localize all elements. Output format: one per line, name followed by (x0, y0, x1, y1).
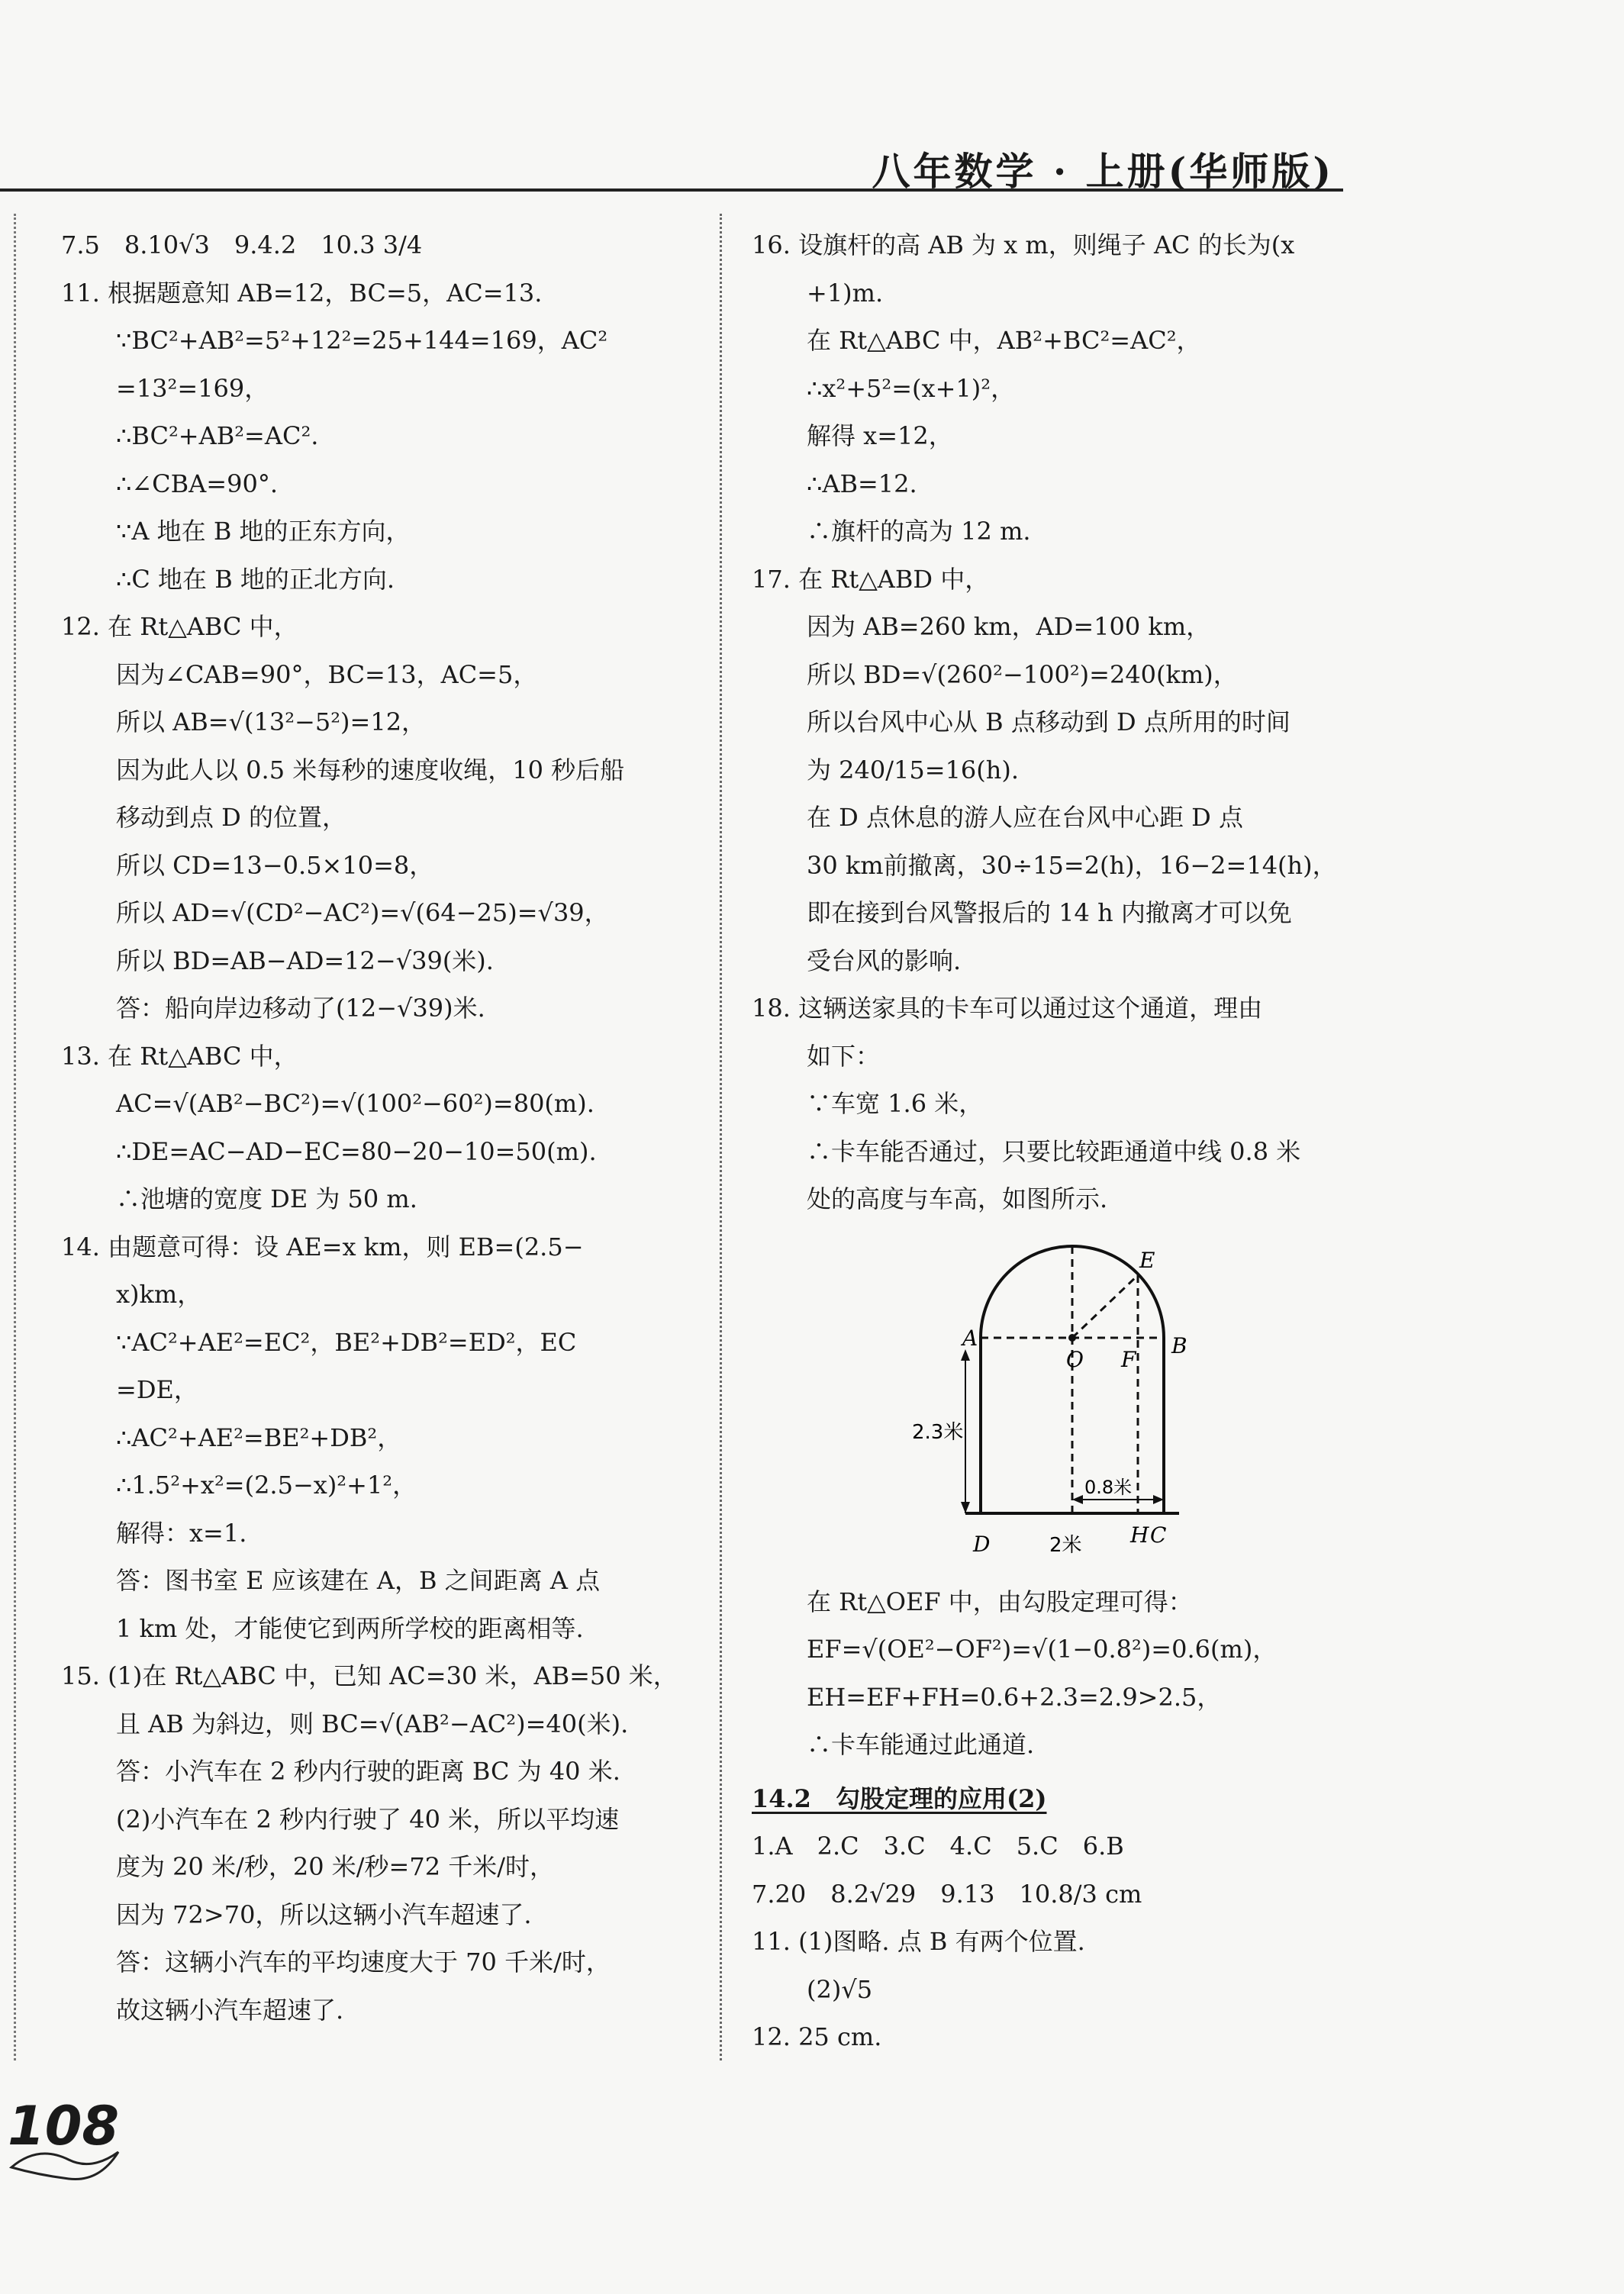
page-header-title: 八年数学 · 上册(华师版) (872, 149, 1334, 194)
left-column-line: ∴DE=AC−AD−EC=80−20−10=50(m). (116, 1136, 597, 1166)
height-arrow-top (961, 1349, 970, 1361)
left-column-line: 13. 在 Rt△ABC 中， (61, 1041, 298, 1071)
right-column-line: 所以台风中心从 B 点移动到 D 点所用的时间 (807, 707, 1290, 736)
right-column-line: EF=√(OE²−OF²)=√(1−0.8²)=0.6(m)， (807, 1635, 1278, 1664)
right-column-line: 30 km前撤离，30÷15=2(h)，16−2=14(h)， (807, 850, 1337, 880)
label-e: E (1139, 1247, 1155, 1273)
right-column-line: 处的高度与车高，如图所示. (807, 1184, 1108, 1213)
right-column-line: 即在接到台风警报后的 14 h 内撤离才可以免 (807, 898, 1292, 927)
right-column-line: ∴旗杆的高为 12 m. (807, 517, 1031, 546)
left-column-line: 答：小汽车在 2 秒内行驶的距离 BC 为 40 米. (116, 1757, 620, 1786)
label-width: 2米 (1049, 1533, 1082, 1557)
left-column-line: ∵AC²+AE²=EC²，BE²+DB²=ED²，EC (116, 1327, 577, 1357)
left-column-line: 故这辆小汽车超速了. (116, 1995, 344, 2025)
left-column-line: 12. 在 Rt△ABC 中， (61, 612, 298, 641)
label-offset: 0.8米 (1084, 1476, 1133, 1498)
left-column-line: 7.5 8.10√3 9.4.2 10.3 3/4 (61, 230, 423, 259)
right-column-line: ∵车宽 1.6 米， (807, 1089, 984, 1118)
section-title: 14.2 勾股定理的应用(2) (752, 1783, 1047, 1813)
left-column-line: 解得：x=1. (116, 1518, 247, 1548)
right-column-line: ∴卡车能否通过，只要比较距通道中线 0.8 米 (807, 1136, 1301, 1166)
left-column (61, 221, 678, 2034)
left-column-line: 所以 AB=√(13²−5²)=12， (116, 707, 427, 736)
right-column-line: 受台风的影响. (807, 946, 962, 975)
offset-arrow-left (1072, 1495, 1083, 1504)
left-column-line: 度为 20 米/秒，20 米/秒=72 千米/时， (116, 1852, 555, 1881)
left-column-line: 15. (1)在 Rt△ABC 中，已知 AC=30 米，AB=50 米， (61, 1661, 678, 1690)
left-column-line: 移动到点 D 的位置， (116, 803, 347, 832)
point-o (1068, 1334, 1076, 1342)
left-column-line: 所以 CD=13−0.5×10=8， (116, 850, 434, 880)
right-column-line: 在 D 点休息的游人应在台风中心距 D 点 (807, 803, 1244, 832)
left-column-line: =DE， (116, 1375, 198, 1404)
right-column (752, 221, 1362, 2061)
left-column-line: 因为此人以 0.5 米每秒的速度收绳，10 秒后船 (116, 755, 625, 785)
left-column-line: ∴∠CBA=90°. (116, 469, 278, 498)
line-oe (1072, 1275, 1138, 1338)
label-b: B (1171, 1332, 1187, 1358)
left-column-line: ∵BC²+AB²=5²+12²=25+144=169，AC² (116, 326, 608, 355)
section-answer-line: 1.A 2.C 3.C 4.C 5.C 6.B (752, 1832, 1124, 1861)
section-answer-line: 7.20 8.2√29 9.13 10.8/3 cm (752, 1879, 1142, 1909)
left-column-line: ∴池塘的宽度 DE 为 50 m. (116, 1184, 417, 1213)
right-column-line: 因为 AB=260 km，AD=100 km， (807, 612, 1211, 641)
right-column-line: EH=EF+FH=0.6+2.3=2.9>2.5， (807, 1682, 1222, 1712)
section-answer-line: 11. (1)图略. 点 B 有两个位置. (752, 1927, 1085, 1956)
leaf-ornament-icon (8, 2137, 122, 2190)
column-divider (720, 214, 722, 2060)
left-column-line: ∵A 地在 B 地的正东方向， (116, 517, 411, 546)
left-column-line: 14. 由题意可得：设 AE=x km，则 EB=(2.5− (61, 1232, 584, 1261)
right-column-line: ∴卡车能通过此通道. (807, 1730, 1035, 1759)
right-column-line: 如下： (807, 1041, 881, 1071)
left-column-line: 答：这辆小汽车的平均速度大于 70 千米/时， (116, 1948, 611, 1977)
right-column-line: 18. 这辆送家具的卡车可以通过这个通道，理由 (752, 994, 1263, 1023)
left-column-line: (2)小汽车在 2 秒内行驶了 40 米，所以平均速 (116, 1804, 620, 1834)
section-answers (752, 1822, 1362, 2061)
left-column-line: x)km， (116, 1280, 202, 1309)
left-column-line: ∴1.5²+x²=(2.5−x)²+1²， (116, 1471, 417, 1500)
right-column-answers-16-18 (752, 221, 1362, 1223)
section-answer-line: (2)√5 (807, 1974, 873, 2004)
left-column-line: 答：船向岸边移动了(12−√39)米. (116, 994, 485, 1023)
left-column-line: 1 km 处，才能使它到两所学校的距离相等. (116, 1613, 584, 1643)
right-column-line: 在 Rt△ABC 中，AB²+BC²=AC²， (807, 326, 1201, 355)
right-column-line: 在 Rt△OEF 中，由勾股定理可得： (807, 1587, 1193, 1616)
right-column-line: +1)m. (807, 278, 884, 308)
section-answer-line: 12. 25 cm. (752, 2022, 882, 2051)
left-column-line: 且 AB 为斜边，则 BC=√(AB²−AC²)=40(米). (116, 1709, 629, 1738)
right-column-answer-18-end (752, 1578, 1362, 1769)
tunnel-diagram (912, 1231, 1194, 1574)
label-o: O (1066, 1346, 1084, 1372)
left-column-line: ∴C 地在 B 地的正北方向. (116, 564, 395, 594)
left-column-line: ∴AC²+AE²=BE²+DB²， (116, 1422, 402, 1452)
left-column-line: 11. 根据题意知 AB=12，BC=5，AC=13. (61, 278, 543, 308)
left-column-line: ∴BC²+AB²=AC². (116, 421, 319, 450)
label-h: H (1130, 1522, 1149, 1548)
right-column-line: 所以 BD=√(260²−100²)=240(km)， (807, 659, 1238, 689)
tunnel-figure (752, 1231, 1362, 1578)
right-column-line: ∴x²+5²=(x+1)²， (807, 373, 1016, 403)
left-column-line: 所以 BD=AB−AD=12−√39(米). (116, 946, 494, 975)
left-column-line: 因为∠CAB=90°，BC=13，AC=5， (116, 659, 538, 689)
height-arrow-bottom (961, 1502, 970, 1513)
label-d: D (973, 1531, 991, 1557)
left-column-line: =13²=169， (116, 373, 269, 403)
right-column-line: 为 240/15=16(h). (807, 755, 1020, 785)
left-column-line: 因为 72>70，所以这辆小汽车超速了. (116, 1899, 532, 1929)
offset-arrow-right (1153, 1495, 1164, 1504)
label-f: F (1121, 1346, 1136, 1372)
left-column-line: AC=√(AB²−BC²)=√(100²−60²)=80(m). (116, 1089, 594, 1118)
right-column-line: ∴AB=12. (807, 469, 917, 498)
left-column-line: 所以 AD=√(CD²−AC²)=√(64−25)=√39， (116, 898, 609, 927)
label-height: 2.3米 (912, 1420, 964, 1444)
right-column-line: 解得 x=12， (807, 421, 953, 450)
left-margin-rule (14, 214, 16, 2060)
right-column-line: 17. 在 Rt△ABD 中， (752, 564, 990, 594)
right-column-line: 16. 设旗杆的高 AB 为 x m，则绳子 AC 的长为(x (752, 230, 1295, 259)
header-rule (0, 188, 1343, 192)
page-number: 108 (8, 2095, 120, 2157)
left-column-line: 答：图书室 E 应该建在 A，B 之间距离 A 点 (116, 1566, 601, 1595)
label-c: C (1150, 1522, 1167, 1548)
label-a: A (962, 1325, 978, 1351)
